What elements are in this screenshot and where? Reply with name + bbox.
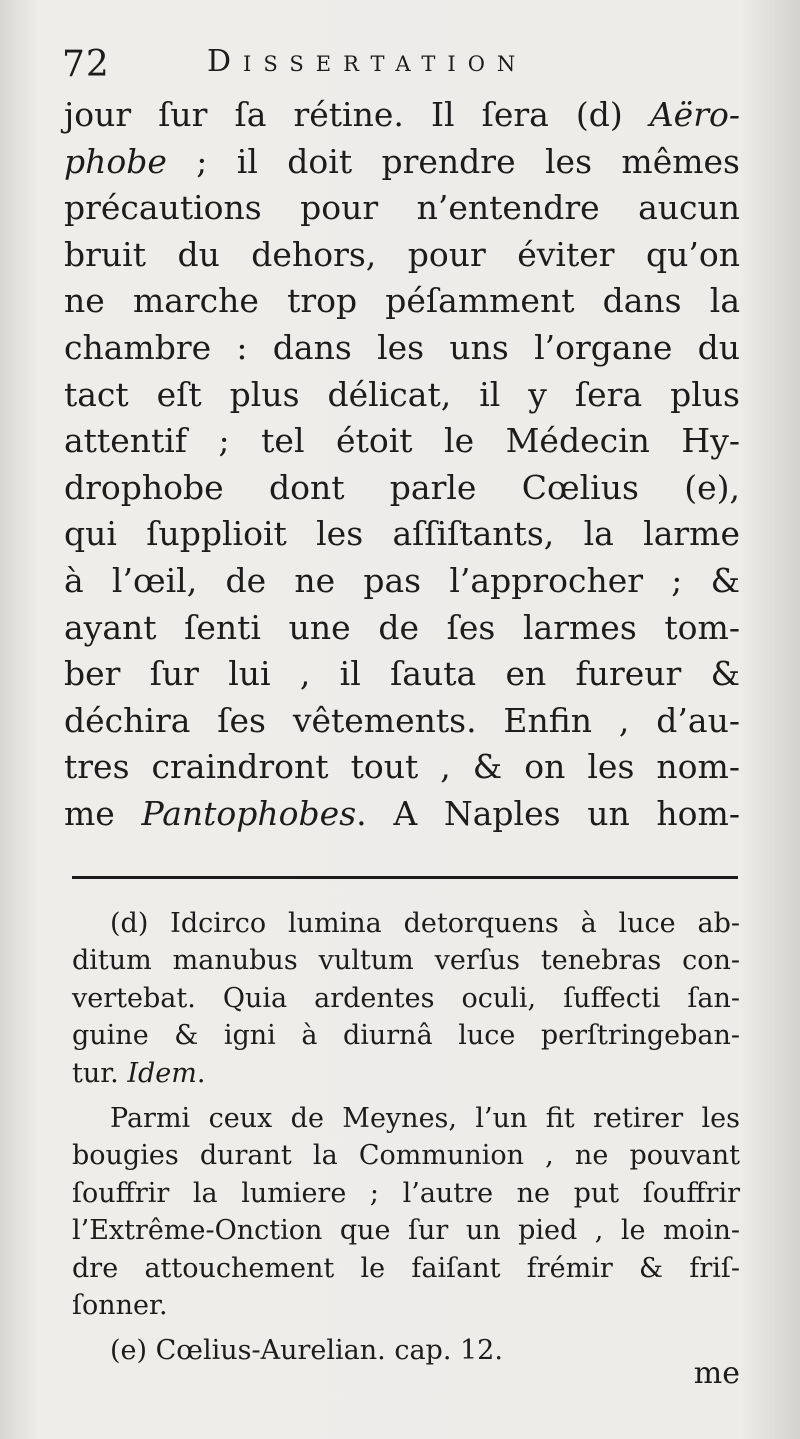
footnote-line: (d) Idcirco lumina detorquens à luce ab- [110, 908, 740, 939]
footnote-line: dre attouchement le faiſant frémir & friſ- [72, 1252, 740, 1284]
text-line: me Pantophobes. A Naples un hom- [64, 793, 740, 833]
text-line: bruit du dehors, pour éviter qu’on [64, 234, 740, 274]
text-line: précautions pour n’entendre aucun [64, 188, 740, 228]
footnote-line: guine & igni à diurnâ luce perſtringeban- [72, 1020, 740, 1052]
footnote-line: bougies durant la Communion , ne pouvant [72, 1140, 740, 1172]
text-line: chambre : dans les uns l’organe du [64, 327, 740, 367]
text-line: ne marche trop péſamment dans la [64, 281, 740, 321]
footnotes [72, 905, 740, 1370]
footnote-line: ſonner. [72, 1289, 168, 1321]
text-line: ayant ſenti une de ſes larmes tom- [64, 607, 740, 647]
text-line: jour ſur ſa rétine. Il ſera (d) Aëro- [64, 95, 740, 134]
footnote-line: ditum manubus vultum verſus tenebras con- [72, 945, 740, 977]
text-line: tact eſt plus délicat, il y ſera plus [64, 374, 740, 414]
footnote-e: (e) Cœlius-Aurelian. cap. 12. [110, 1335, 503, 1367]
text-line: tres craindront tout , & on les nom- [64, 747, 740, 787]
running-title: Dissertation [207, 44, 528, 79]
footnote-line: ſouffrir la lumiere ; l’autre ne put ſouffrir [72, 1177, 740, 1209]
footnote-line: Parmi ceux de Meynes, l’un fit retirer les [110, 1102, 740, 1134]
text-line: à l’œil, de ne pas l’approcher ; & [64, 560, 740, 600]
footnote-line: vertebat. Quia ardentes oculi, ſuffecti ſan- [72, 982, 740, 1014]
footnote-rule [72, 876, 738, 879]
catchword: me [693, 1356, 740, 1391]
text-line: drophobe dont parle Cœlius (e), [64, 467, 740, 507]
page-header [62, 42, 752, 92]
footnote-line: tur. Idem. [72, 1057, 206, 1089]
footnote-meynes [72, 1100, 740, 1324]
text-line: ber ſur lui , il ſauta en fureur & [64, 654, 740, 694]
main-text [64, 92, 740, 838]
text-line: qui ſupplioit les aſſiſtants, la larme [64, 514, 740, 554]
page-number: 72 [62, 44, 110, 85]
text-line: attentif ; tel étoit le Médecin Hy- [64, 421, 740, 461]
text-line: phobe ; il doit prendre les mêmes [64, 141, 740, 181]
footnote-line: l’Extrême-Onction que ſur un pied , le moin- [72, 1215, 740, 1247]
text-line: déchira ſes vêtements. Enfin , d’au- [64, 700, 740, 740]
footnote-d [72, 905, 740, 1092]
